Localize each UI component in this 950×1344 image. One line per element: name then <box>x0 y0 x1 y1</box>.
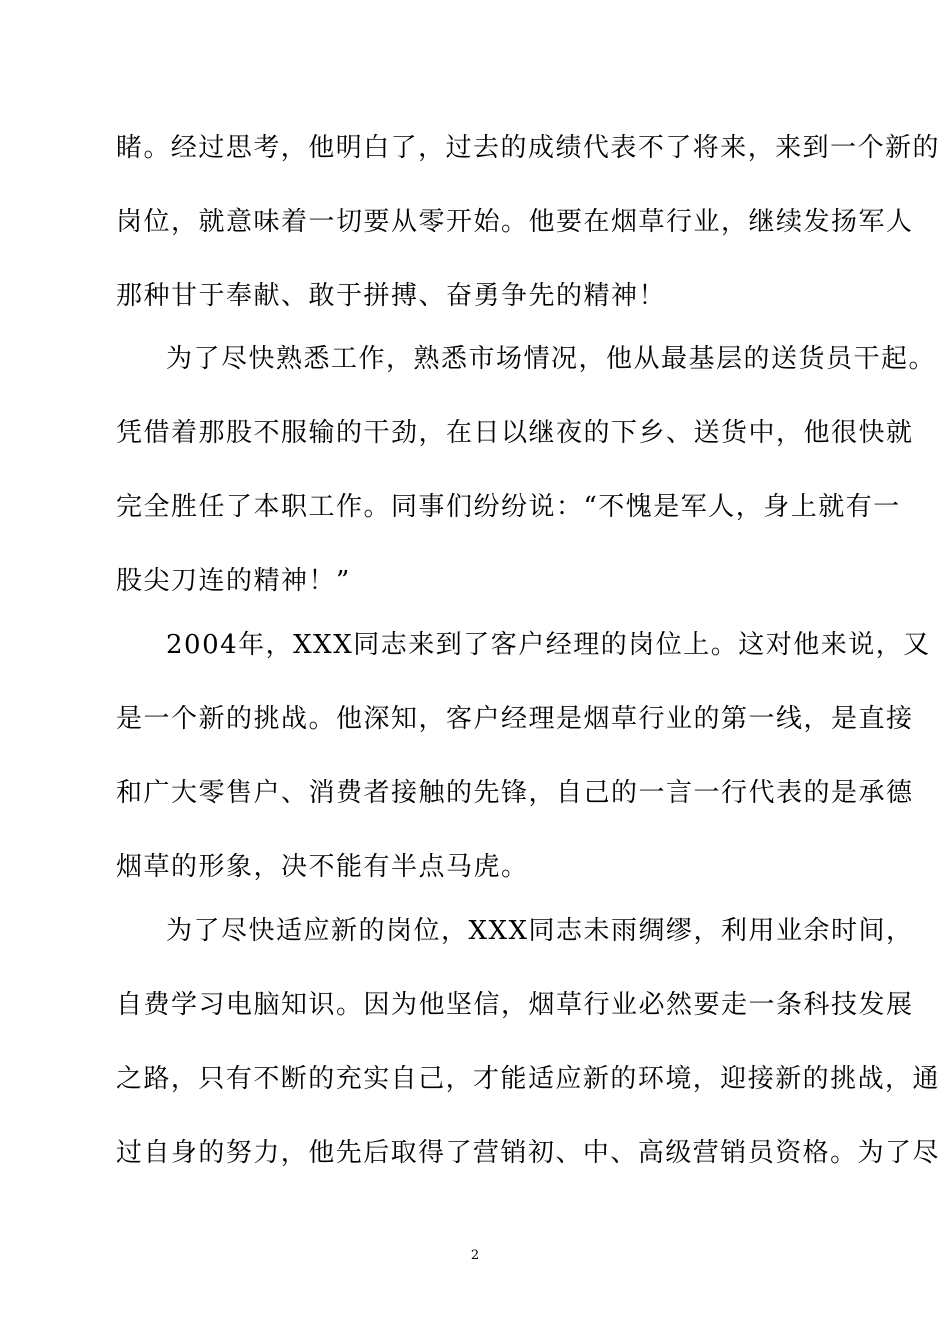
text-line-5: 凭借着那股不服输的干劲，在日以继夜的下乡、送货中，他很快就 <box>116 418 914 448</box>
text-line-9: 是一个新的挑战。他深知，客户经理是烟草行业的第一线，是直接 <box>116 704 914 734</box>
text-line-1: 睹。经过思考，他明白了，过去的成绩代表不了将来，来到一个新的 <box>116 133 940 163</box>
text-line-15: 过自身的努力，他先后取得了营销初、中、高级营销员资格。为了尽 <box>116 1138 940 1168</box>
text-line-10: 和广大零售户、消费者接触的先锋，自己的一言一行代表的是承德 <box>116 778 914 808</box>
text-line-11: 烟草的形象，决不能有半点马虎。 <box>116 852 529 882</box>
text-line-6: 完全胜任了本职工作。同事们纷纷说：“不愧是军人，身上就有一 <box>116 492 901 522</box>
page-number: 2 <box>470 1248 480 1263</box>
text-line-4: 为了尽快熟悉工作，熟悉市场情况，他从最基层的送货员干起。 <box>166 344 937 374</box>
text-line-13: 自费学习电脑知识。因为他坚信，烟草行业必然要走一条科技发展 <box>116 990 914 1020</box>
text-line-12: 为了尽快适应新的岗位，XXX同志未雨绸缪，利用业余时间， <box>166 916 914 946</box>
text-line-8: 2004年，XXX同志来到了客户经理的岗位上。这对他来说，又 <box>166 630 931 660</box>
text-line-3: 那种甘于奉献、敢于拼搏、奋勇争先的精神！ <box>116 281 667 311</box>
text-line-2: 岗位，就意味着一切要从零开始。他要在烟草行业，继续发扬军人 <box>116 207 914 237</box>
text-line-14: 之路，只有不断的充实自己，才能适应新的环境，迎接新的挑战，通 <box>116 1064 940 1094</box>
text-line-7: 股尖刀连的精神！” <box>116 566 351 596</box>
